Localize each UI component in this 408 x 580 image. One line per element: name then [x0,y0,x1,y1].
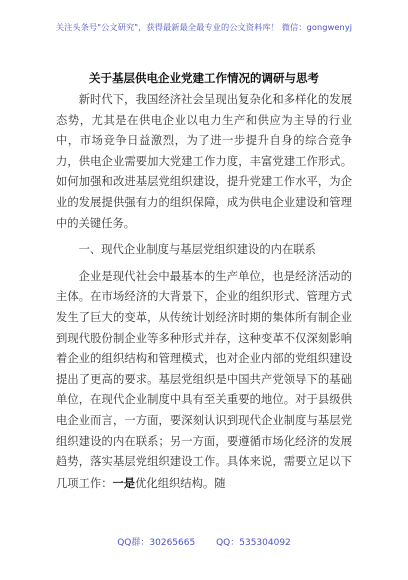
section-paragraph [56,267,352,495]
section-paragraph-text: 企业是现代社会中最基本的生产单位，也是经济活动的主体。在市场经济的大背景下，企业的组织形式、管理方式发生了巨大的变革，从传统计划经济时期的集体所有制企业到现代股份制企业等多种形式并存，这种变革不仅深刻影响着企业的组织结构和管理模式，也对企业内部的党组织建设提出了更高的要求。基层党组织是中国共产党领导下的基础单位，在现代企业制度中具有至关重要的地位。对于县级供电企业而言，一方面，要深刻认识到现代企业制度与基层党组织建设的内在联系；另一方面，要遵循市场化经济的发展趋势，落实基层党组织建设工作。具体来说，需要立足以下几项工作： [56,269,352,490]
qq-group: QQ群：30265665 [117,538,196,548]
emphasis-text: 一是 [112,475,136,490]
document-title: 关于基层供电企业党建工作情况的调研与思考 [89,71,319,85]
qq-contact: QQ：535304092 [216,538,291,548]
contact-footer [0,535,408,548]
section-heading: 一、现代企业制度与基层党组织建设的内在联系 [78,243,316,257]
section-paragraph-tail: 优化组织结构。随 [135,476,226,490]
promo-header: 关注头条号"公文研究"，获得最新最全最专业的公文资料库！ 微信：gongwenyj [55,22,353,32]
intro-paragraph: 新时代下，我国经济社会呈现出复杂化和多样化的发展态势，尤其是在供电企业以电力生产和供应为主导的行业中，市场竞争日益激烈，为了进一步提升自身的综合竞争力，供电企业需要加大党建工作力度，丰富党建工作形式。如何加强和改进基层党组织建设，提升党建工作水平，为企业的发展提供强有力的组织保障，成为供电企业建设和管理中的关键任务。 [56,93,352,230]
document-body [56,90,352,494]
